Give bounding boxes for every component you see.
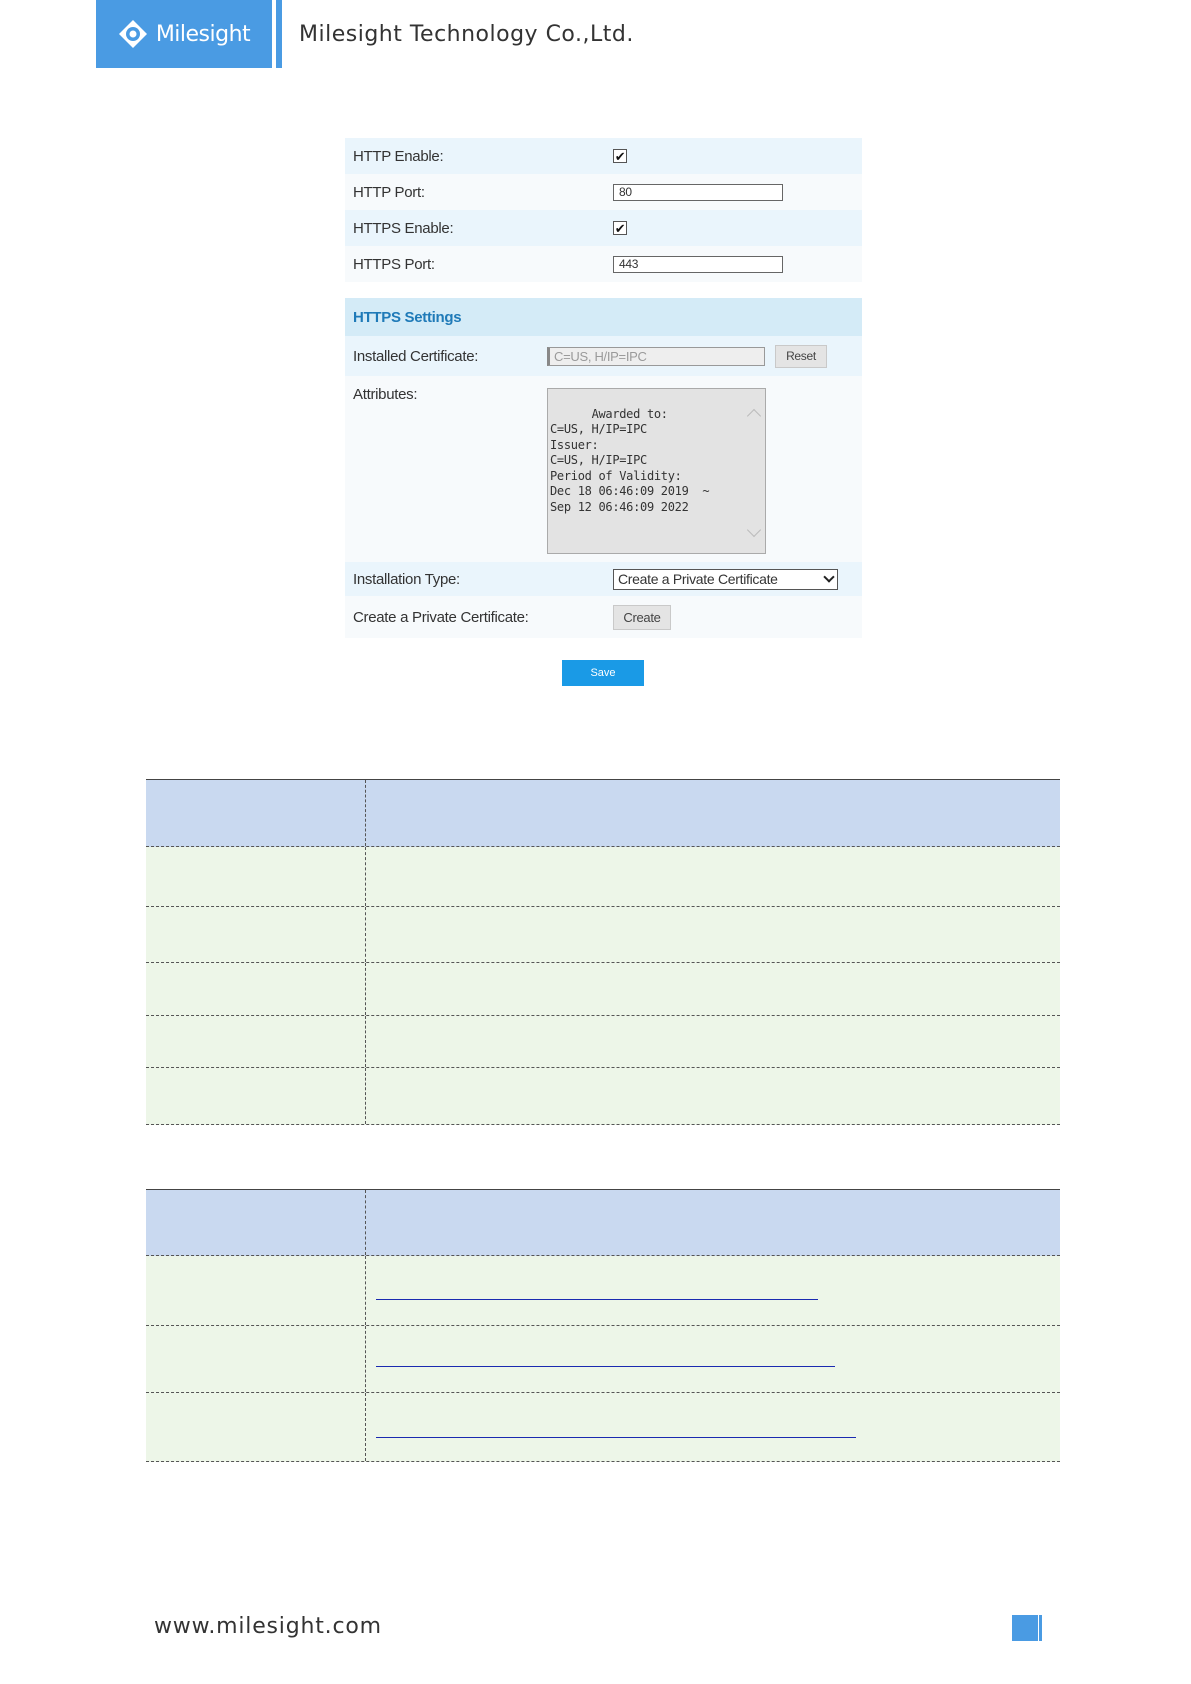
http-port-input[interactable]: 80: [613, 184, 783, 201]
footer-website: www.milesight.com: [154, 1614, 382, 1639]
chevron-down-icon: [823, 571, 834, 582]
header-divider: [276, 0, 282, 68]
attributes-row: [345, 376, 862, 562]
page-marker: [1012, 1615, 1038, 1641]
http-port-row: [345, 174, 862, 210]
create-private-certificate-row: [345, 596, 862, 638]
attributes-label: Attributes:: [353, 386, 418, 403]
table-row: [146, 1016, 1060, 1068]
installed-certificate-row: [345, 336, 862, 376]
table-header-row: [146, 780, 1060, 847]
company-name: Milesight Technology Co.,Ltd.: [299, 22, 634, 47]
create-button[interactable]: Create: [613, 605, 671, 630]
section-title: HTTPS Settings: [353, 308, 462, 326]
page-marker-bar: [1039, 1615, 1042, 1641]
https-port-input[interactable]: 443: [613, 256, 783, 273]
installation-type-row: [345, 562, 862, 596]
table-row: [146, 963, 1060, 1016]
http-enable-checkbox[interactable]: ✔: [614, 148, 626, 164]
hyperlink-underline[interactable]: [376, 1299, 818, 1300]
attributes-text: Awarded to: C=US, H/IP=IPC Issuer: C=US, H/IP=IPC Period of Validity: Dec 18 06:46:09 2019 ~ Sep 12 06:46:09 2022: [550, 406, 710, 514]
attributes-textarea[interactable]: [547, 388, 766, 554]
logo-wordmark: Milesight: [155, 21, 251, 47]
http-enable-row: [345, 138, 862, 174]
table-header-row: [146, 1190, 1060, 1256]
parameter-table-2: [146, 1189, 1060, 1462]
milesight-logo-icon: [118, 19, 148, 49]
table-row: [146, 1068, 1060, 1125]
scroll-up-icon[interactable]: [747, 409, 761, 423]
http-settings-panel: [345, 138, 862, 638]
hyperlink-underline[interactable]: [376, 1437, 856, 1438]
https-enable-row: [345, 210, 862, 246]
create-private-certificate-label: Create a Private Certificate:: [353, 608, 529, 626]
table-row: [146, 847, 1060, 907]
reset-button[interactable]: Reset: [775, 345, 827, 368]
scroll-down-icon[interactable]: [747, 523, 761, 537]
installation-type-label: Installation Type:: [353, 570, 460, 588]
https-port-row: [345, 246, 862, 282]
https-enable-label: HTTPS Enable:: [353, 219, 454, 237]
installed-certificate-label: Installed Certificate:: [353, 347, 479, 365]
http-port-label: HTTP Port:: [353, 183, 425, 201]
http-enable-label: HTTP Enable:: [353, 147, 444, 165]
save-button[interactable]: Save: [562, 660, 644, 686]
installed-certificate-field: C=US, H/IP=IPC: [547, 347, 765, 366]
table-row: [146, 907, 1060, 963]
installation-type-select[interactable]: [613, 569, 838, 590]
parameter-table-1: [146, 779, 1060, 1125]
https-settings-header: [345, 298, 862, 336]
table-row: [146, 1256, 1060, 1326]
company-logo: [96, 0, 272, 68]
table-row: [146, 1393, 1060, 1462]
https-enable-checkbox[interactable]: ✔: [614, 220, 626, 236]
hyperlink-underline[interactable]: [376, 1366, 835, 1367]
table-row: [146, 1326, 1060, 1393]
installation-type-value: Create a Private Certificate: [618, 570, 778, 587]
https-port-label: HTTPS Port:: [353, 255, 435, 273]
